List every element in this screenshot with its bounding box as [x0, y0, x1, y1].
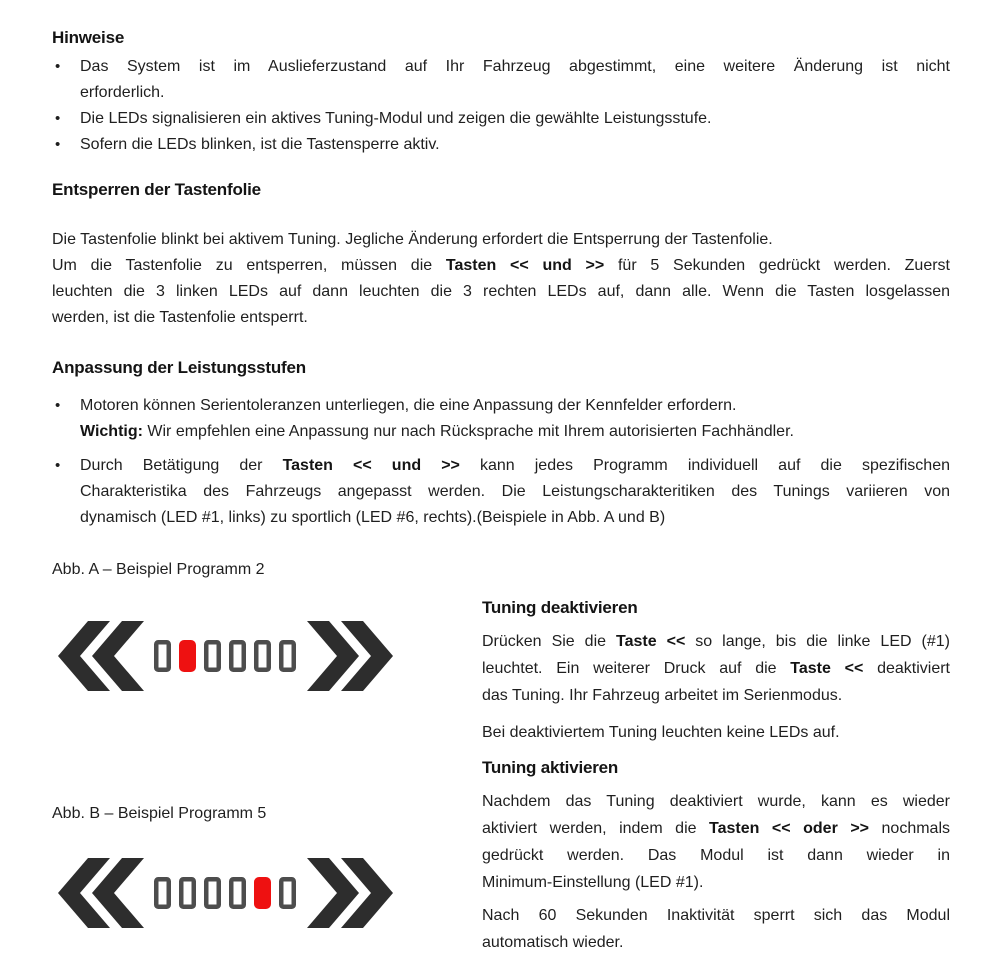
figures-and-instructions: [52, 560, 950, 956]
paragraph-line: [52, 253, 950, 279]
section-title-anpassung: Anpassung der Leistungsstufen: [52, 358, 306, 377]
text-segment: deaktiviert: [863, 660, 950, 677]
aktivieren-paragraph: [482, 788, 950, 896]
paragraph-line: [482, 655, 950, 682]
figure-b-led-display: [58, 857, 393, 929]
led-row: [156, 877, 294, 909]
paragraph-line: automatisch wieder.: [482, 934, 624, 951]
paragraph-line: Nach 60 Sekunden Inaktivität sperrt sich das Modul: [482, 907, 950, 924]
paragraph-line: Bei deaktiviertem Tuning leuchten keine LEDs auf.: [482, 724, 840, 741]
led-row: [156, 640, 294, 672]
double-chevron-right-icon: [307, 621, 393, 691]
led-indicator: [256, 642, 269, 670]
bold-text-segment: Tasten << und >>: [282, 457, 460, 474]
led-indicator: [156, 879, 169, 907]
section-title-aktivieren: Tuning aktivieren: [482, 758, 619, 777]
double-chevron-left-icon: [58, 858, 144, 928]
paragraph-line: gedrückt werden. Das Modul ist dann wieder in: [482, 847, 950, 864]
paragraph-line: [482, 628, 950, 655]
led-indicator: [231, 642, 244, 670]
bullet-text: • Sofern die LEDs blinken, ist die Tastensperre aktiv.: [80, 136, 440, 153]
bullet-text: • Die LEDs signalisieren ein aktives Tuning-Modul und zeigen die gewählte Leistungsstufe.: [80, 110, 712, 127]
paragraph-line: Nachdem das Tuning deaktiviert wurde, kann es wieder: [482, 793, 950, 810]
deaktivieren-paragraph: [482, 628, 950, 709]
paragraph-line: werden, ist die Tastenfolie entsperrt.: [52, 309, 308, 326]
bullet-text: [80, 419, 950, 445]
text-segment: leuchtet. Ein weiterer Druck auf die: [482, 660, 791, 677]
deaktivieren-note: [482, 719, 950, 746]
list-item: [52, 132, 950, 158]
figure-a-led-display: [58, 620, 393, 692]
paragraph-line: Die Tastenfolie blinkt bei aktivem Tuning. Jegliche Änderung erfordert die Entsperrung der Tastenfolie.: [52, 231, 773, 248]
aktivieren-note: [482, 902, 950, 956]
text-segment: Um die Tastenfolie zu entsperren, müssen die: [52, 257, 446, 274]
hinweise-list: [52, 54, 950, 158]
text-segment: Wir empfehlen eine Anpassung nur nach Rücksprache mit Ihrem autorisierten Fachhändler.: [142, 423, 794, 440]
led-indicator: [231, 879, 244, 907]
led-indicator: [281, 879, 294, 907]
bullet-text: erforderlich.: [80, 84, 165, 101]
text-segment: nochmals: [869, 820, 951, 837]
section-title-hinweise: Hinweise: [52, 28, 125, 47]
list-item: [52, 393, 950, 445]
list-item: [52, 54, 950, 106]
led-indicator-active: [254, 877, 271, 909]
figure-a-caption: Abb. A – Beispiel Programm 2: [52, 561, 265, 578]
text-segment: für 5 Sekunden gedrückt werden. Zuerst: [604, 257, 950, 274]
led-indicator: [206, 879, 219, 907]
paragraph-line: [482, 815, 950, 842]
bullet-text: Charakteristika des Fahrzeugs angepasst werden. Die Leistungscharakteritiken des Tunings variieren von: [80, 483, 950, 500]
bullet-text: • Motoren können Serientoleranzen unterliegen, die eine Anpassung der Kennfelder erfordern.: [80, 397, 737, 414]
paragraph-line: leuchten die 3 linken LEDs auf dann leuchten die 3 rechten LEDs auf, dann alle. Wenn die Tasten losgelassen: [52, 283, 950, 300]
bold-text-segment: Tasten << und >>: [445, 257, 605, 274]
double-chevron-right-icon: [307, 858, 393, 928]
text-segment: aktiviert werden, indem die: [482, 820, 710, 837]
text-segment: so lange, bis die linke LED (#1): [685, 633, 950, 650]
bold-text-segment: Taste <<: [616, 633, 686, 650]
led-indicator-active: [179, 640, 196, 672]
instructions-column: [482, 560, 950, 956]
text-segment: Drücken Sie die: [482, 633, 617, 650]
figure-b-caption: Abb. B – Beispiel Programm 5: [52, 805, 267, 822]
bullet-text: • Das System ist im Auslieferzustand auf Ihr Fahrzeug abgestimmt, eine weitere Änderung ist nicht: [80, 58, 950, 75]
list-item: [52, 106, 950, 132]
bullet-text: [80, 453, 950, 479]
bullet-text: dynamisch (LED #1, links) zu sportlich (LED #6, rechts).(Beispiele in Abb. A und B): [80, 509, 666, 526]
led-indicator: [281, 642, 294, 670]
led-indicator: [181, 879, 194, 907]
led-indicator: [206, 642, 219, 670]
bold-text-segment: Taste <<: [790, 660, 864, 677]
figures-column: [52, 560, 482, 956]
anpassung-list: [52, 393, 950, 531]
list-item: [52, 453, 950, 531]
led-indicator: [156, 642, 169, 670]
section-title-entsperren: Entsperren der Tastenfolie: [52, 180, 261, 199]
text-segment: Durch Betätigung der: [80, 457, 283, 474]
bold-text-segment: Tasten << oder >>: [709, 820, 870, 837]
double-chevron-left-icon: [58, 621, 144, 691]
text-segment: kann jedes Programm individuell auf die spezifischen: [459, 457, 950, 474]
entsperren-paragraph: [52, 227, 950, 331]
paragraph-line: das Tuning. Ihr Fahrzeug arbeitet im Serienmodus.: [482, 687, 843, 704]
paragraph-line: Minimum-Einstellung (LED #1).: [482, 874, 704, 891]
section-title-deaktivieren: Tuning deaktivieren: [482, 598, 638, 617]
bold-text-segment: Wichtig:: [80, 423, 143, 440]
